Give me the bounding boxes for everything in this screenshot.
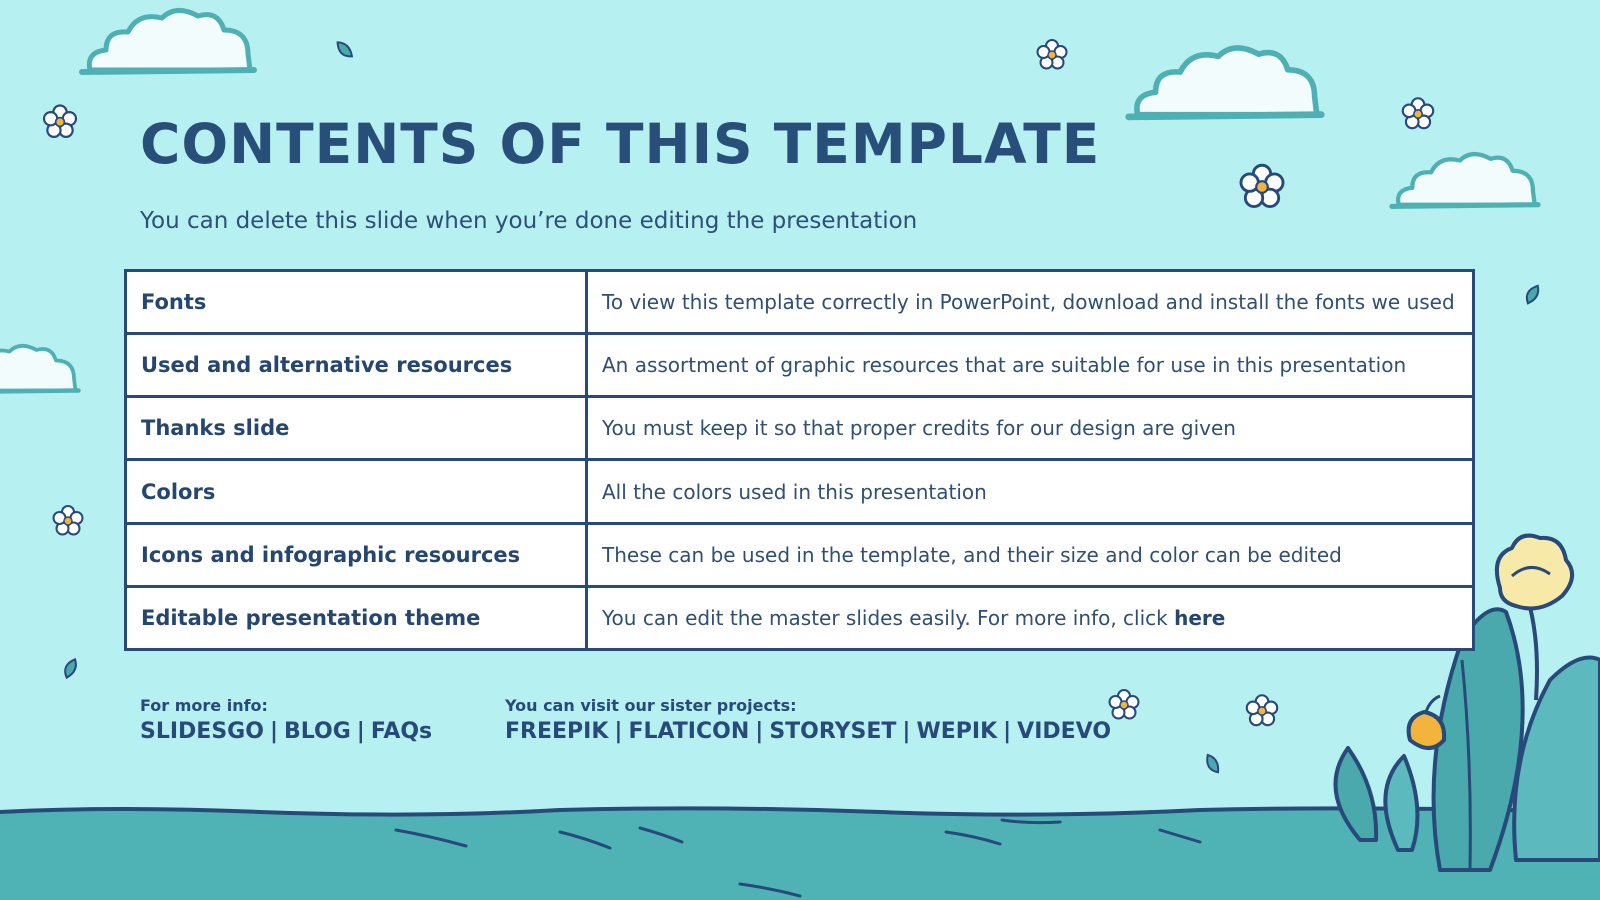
- leaf-icon: [334, 39, 354, 60]
- row-description-text: You can edit the master slides easily. For more info, click: [602, 605, 1175, 630]
- flaticon-link[interactable]: FLATICON: [628, 719, 750, 744]
- cloud-icon: [82, 10, 254, 72]
- link-separator: |: [356, 719, 365, 744]
- row-description: All the colors used in this presentation: [587, 460, 1474, 523]
- here-link[interactable]: here: [1174, 605, 1226, 630]
- link-separator: |: [1003, 719, 1012, 744]
- blog-link[interactable]: BLOG: [284, 719, 351, 744]
- daisy-icon: [1038, 40, 1067, 69]
- leaf-icon: [1204, 753, 1221, 775]
- row-description: These can be used in the template, and their size and color can be edited: [587, 523, 1474, 586]
- storyset-link[interactable]: STORYSET: [769, 719, 897, 744]
- row-description: You must keep it so that proper credits for our design are given: [587, 397, 1474, 460]
- more-info-block: [140, 696, 432, 744]
- row-label: Editable presentation theme: [126, 586, 587, 649]
- table-row: [126, 523, 1474, 586]
- more-info-label: For more info:: [140, 696, 268, 715]
- row-label: Fonts: [126, 271, 587, 334]
- daisy-icon: [1110, 690, 1139, 719]
- slidesgo-link[interactable]: SLIDESGO: [140, 719, 264, 744]
- row-description: An assortment of graphic resources that are suitable for use in this presentation: [587, 334, 1474, 397]
- sister-projects-block: [505, 696, 1111, 744]
- table-row: [126, 460, 1474, 523]
- freepik-link[interactable]: FREEPIK: [505, 719, 609, 744]
- page-subtitle: You can delete this slide when you’re done editing the presentation: [140, 208, 918, 234]
- leaf-icon: [61, 657, 79, 679]
- row-label: Colors: [126, 460, 587, 523]
- row-label: Thanks slide: [126, 397, 587, 460]
- wepik-link[interactable]: WEPIK: [916, 719, 998, 744]
- link-separator: |: [755, 719, 764, 744]
- cloud-icon: [1129, 48, 1322, 117]
- daisy-icon: [44, 106, 76, 137]
- daisy-icon: [1403, 98, 1433, 128]
- sister-projects-links: [505, 719, 1111, 744]
- faqs-link[interactable]: FAQs: [370, 719, 433, 744]
- daisy-icon: [1241, 165, 1283, 206]
- row-description: [587, 586, 1474, 649]
- row-description: To view this template correctly in PowerPoint, download and install the fonts we used: [587, 271, 1474, 334]
- table-row: [126, 586, 1474, 649]
- videvo-link[interactable]: VIDEVO: [1017, 719, 1112, 744]
- sister-projects-label: You can visit our sister projects:: [505, 696, 797, 715]
- row-label: Icons and infographic resources: [126, 523, 587, 586]
- cloud-icon: [1392, 154, 1538, 206]
- link-separator: |: [614, 719, 623, 744]
- daisy-icon: [54, 506, 83, 535]
- table-row: [126, 334, 1474, 397]
- leaf-icon: [1523, 283, 1542, 305]
- link-separator: |: [269, 719, 278, 744]
- table-row: [126, 271, 1474, 334]
- page-title: CONTENTS OF THIS TEMPLATE: [140, 112, 1101, 176]
- daisy-icon: [1247, 695, 1277, 725]
- row-label: Used and alternative resources: [126, 334, 587, 397]
- cloud-icon: [0, 346, 79, 392]
- more-info-links: [140, 719, 432, 744]
- link-separator: |: [902, 719, 911, 744]
- contents-table: [124, 269, 1475, 651]
- table-row: [126, 397, 1474, 460]
